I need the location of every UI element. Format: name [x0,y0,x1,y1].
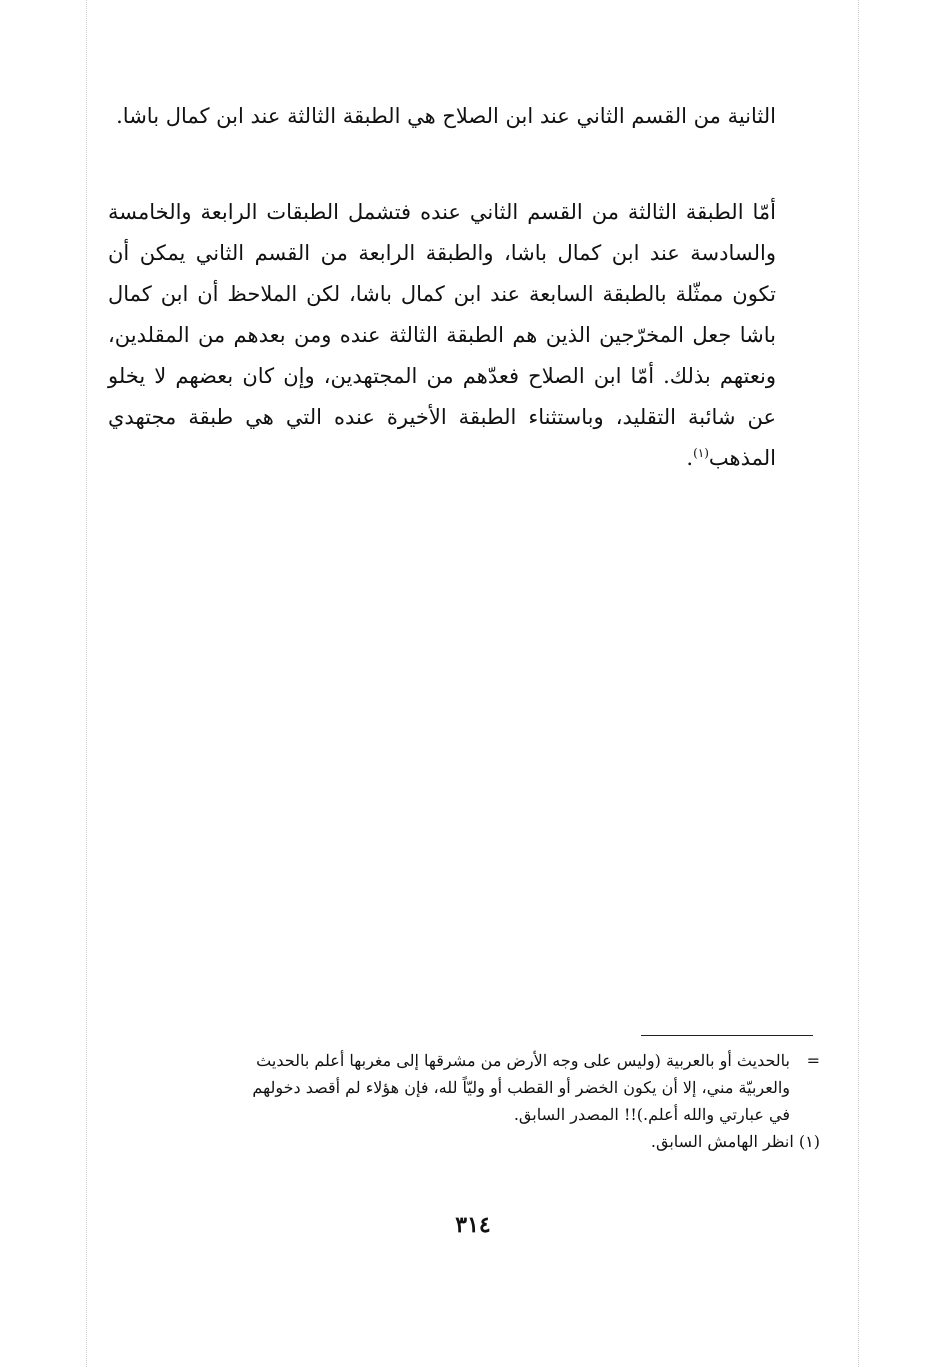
footnote-separator [641,1035,813,1036]
continuation-marker: = [806,1051,820,1070]
footnotes-section [108,1047,820,1155]
footnote-line: والعربيّة مني، إلا أن يكون الخضر أو القطب أو وليّاً لله، فإن هؤلاء لم أقصد دخولهم [252,1078,790,1097]
paragraph-text: الثانية من القسم الثاني عند ابن الصلاح هي الطبقة الثالثة عند ابن كمال باشا. [116,104,776,128]
paragraph-main [108,192,776,479]
paragraph-end-punctuation: . [686,446,694,470]
footnote-line: (١) انظر الهامش السابق. [650,1132,820,1151]
paragraph-continuation [108,96,776,137]
scan-margin-line [86,0,87,1367]
footnote-reference[interactable]: (١) [693,446,709,460]
page-number: ٣١٤ [455,1212,491,1238]
footnote-1 [108,1128,820,1155]
scan-margin-line [858,0,859,1367]
footnote-line: في عبارتي والله أعلم.)!! المصدر السابق. [513,1105,790,1124]
footnote-continuation [108,1047,820,1128]
footnote-line: بالحديث أو بالعربية (وليس على وجه الأرض من مشرقها إلى مغربها أعلم بالحديث [256,1051,790,1070]
paragraph-text: أمّا الطبقة الثالثة من القسم الثاني عنده فتشمل الطبقات الرابعة والخامسة والسادسة عند ابن كمال باشا، والطبقة الرابعة من القسم الثاني يمكن أن تكون ممثّلة بالطبقة السابعة عند ابن كمال باشا، لكن الملاحظ أن ابن كمال باشا جعل المخرّجين الذين هم الطبقة الثالثة عنده ومن بعدهم من المقلدين، ونعتهم بذلك. أمّا ابن الصلاح فعدّهم من المجتهدين، وإن كان بعضهم لا يخلو عن شائبة التقليد، وباستثناء الطبقة الأخيرة عنده التي هي طبقة مجتهدي المذهب [108,200,776,470]
